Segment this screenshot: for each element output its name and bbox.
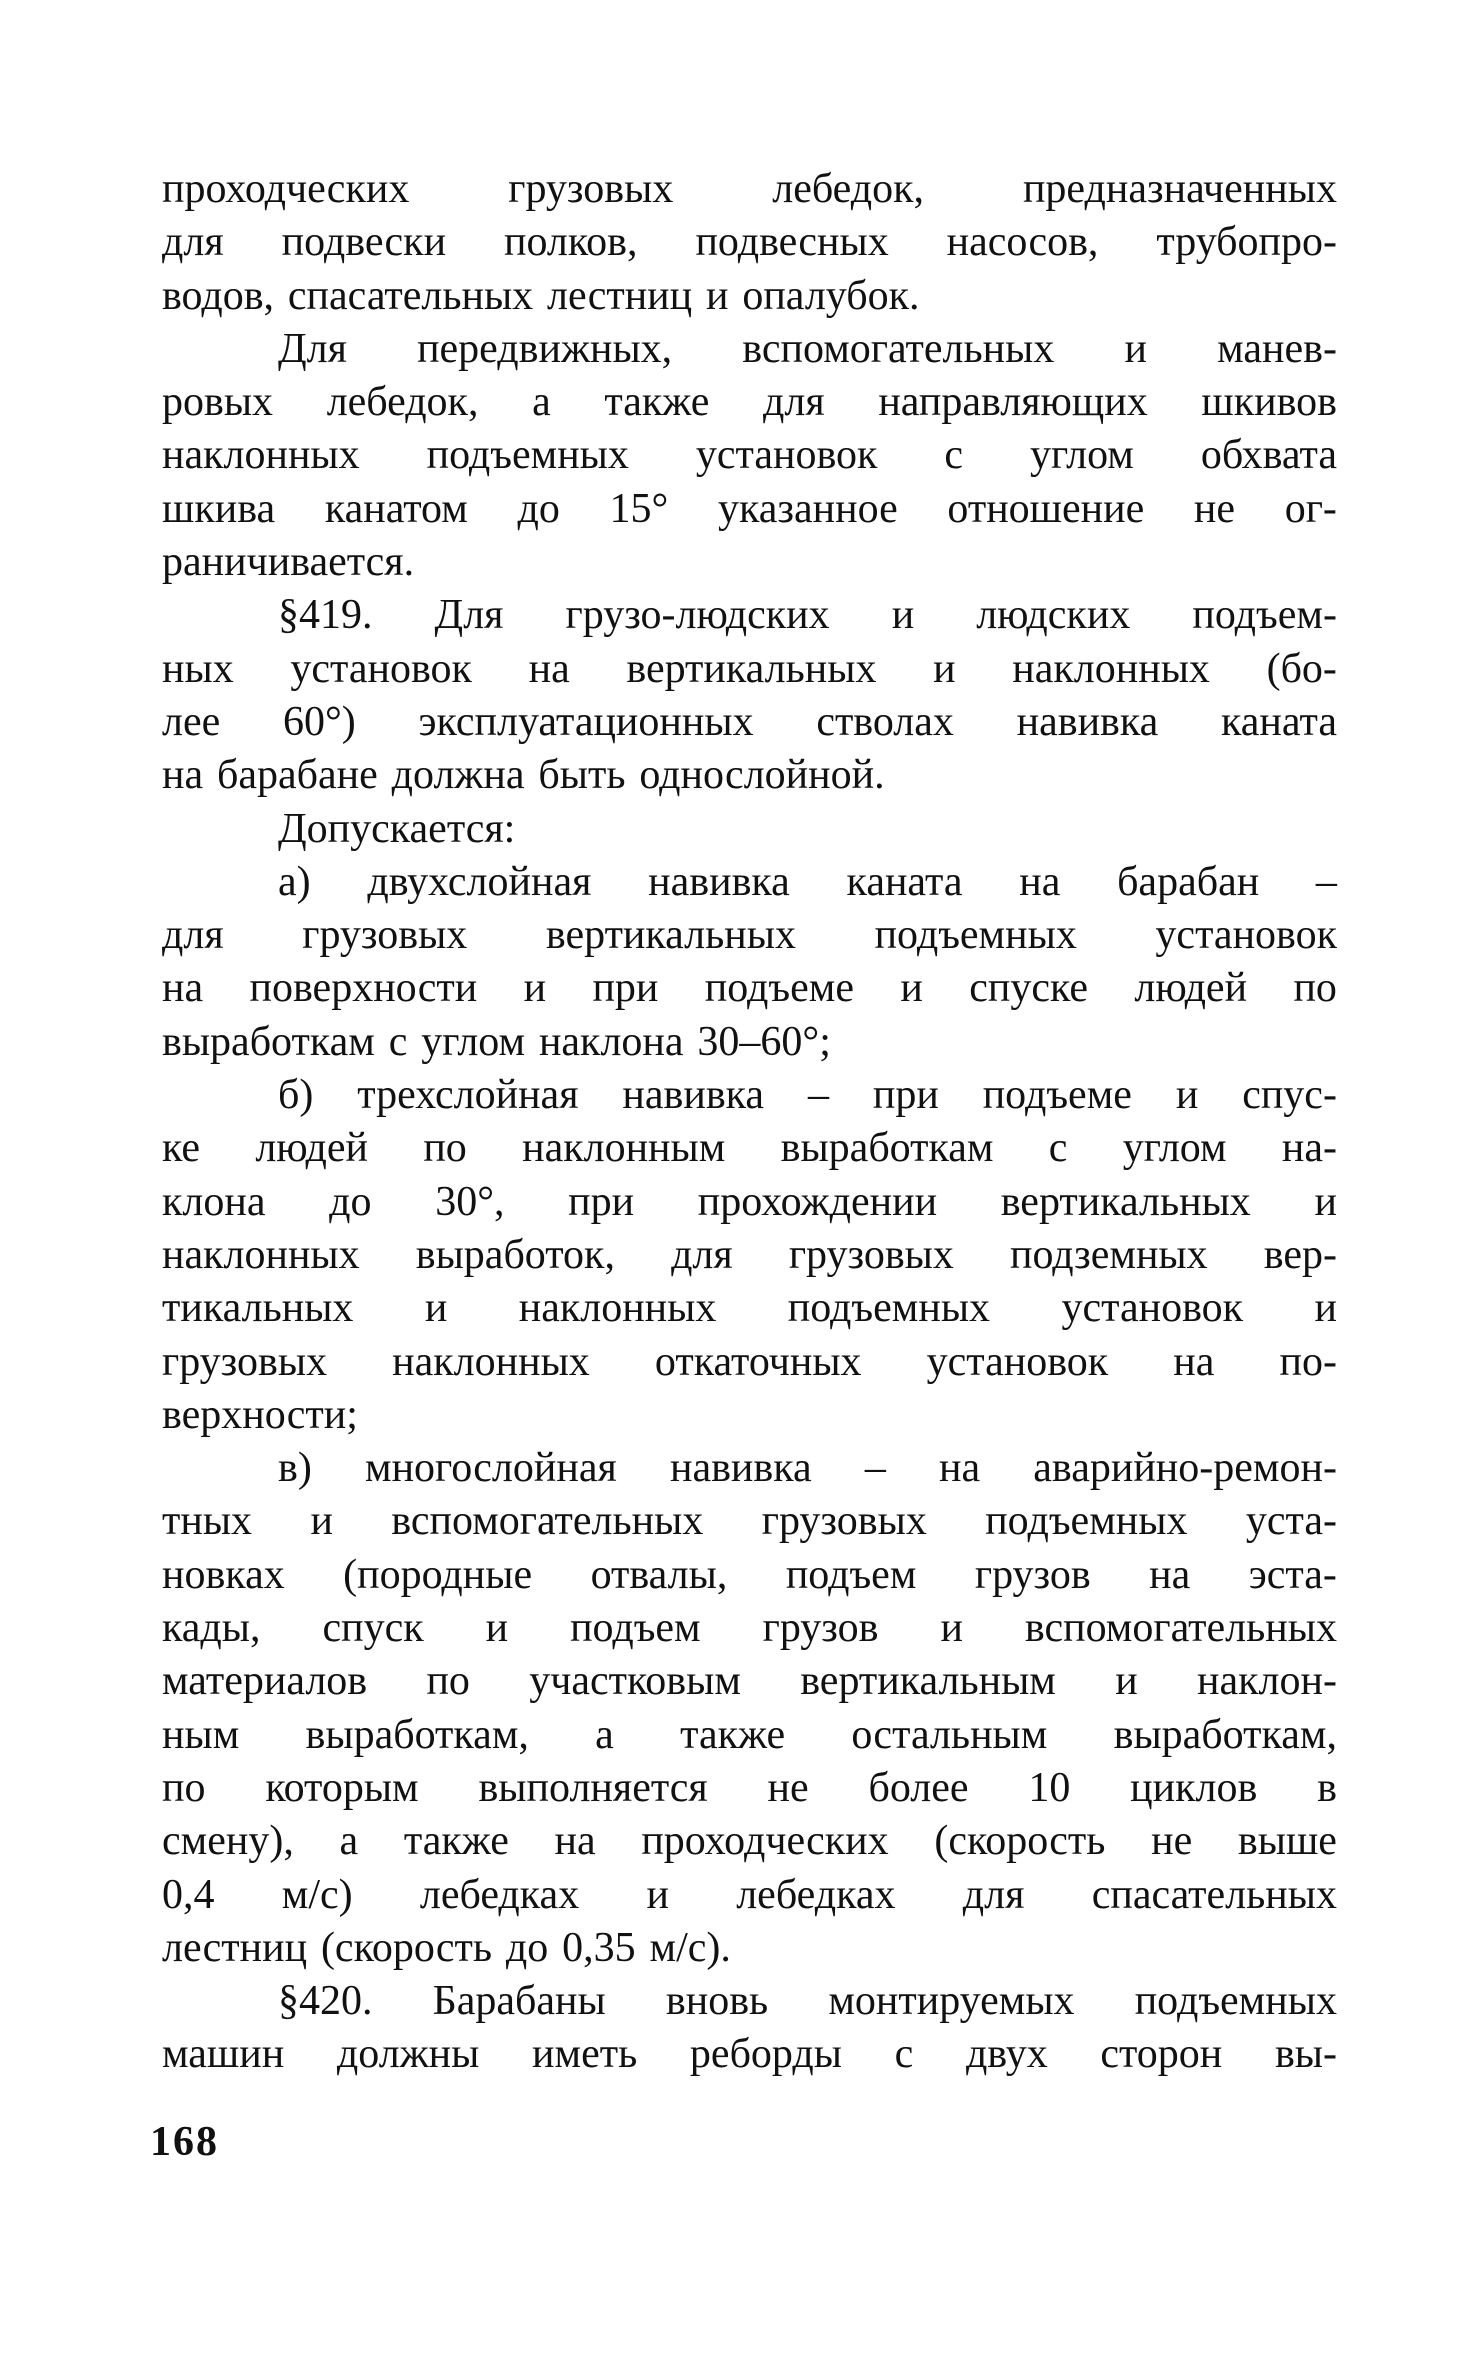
word: однослойной. — [639, 752, 885, 799]
word: и — [485, 1605, 509, 1652]
word: проходческих — [641, 1818, 889, 1865]
word: подъемных — [874, 912, 1077, 959]
text-line — [162, 1869, 1337, 1922]
word: эста- — [1248, 1551, 1337, 1598]
word: углом — [421, 1018, 526, 1065]
word: грузовых — [302, 912, 468, 959]
word: до — [505, 1924, 549, 1971]
word: 10 — [1028, 1764, 1071, 1811]
word: машин — [162, 2031, 285, 2078]
word: спасательных — [1091, 1871, 1337, 1918]
word: наклонных — [1012, 645, 1210, 692]
word: многослойная — [365, 1445, 617, 1492]
word: грузов — [974, 1551, 1091, 1598]
word: по — [423, 1125, 467, 1172]
word: прохождении — [697, 1178, 938, 1225]
word: должна — [391, 752, 525, 799]
text-line — [162, 1602, 1337, 1655]
word: до — [329, 1178, 372, 1225]
text-line — [162, 323, 1337, 376]
word: лестниц — [162, 1924, 308, 1971]
word: б) — [278, 1072, 314, 1119]
word: углом — [1122, 1125, 1227, 1172]
word: – — [1315, 858, 1337, 905]
word: 0,35 — [562, 1924, 636, 1971]
word: Барабаны — [432, 1978, 606, 2025]
word: должны — [336, 2031, 480, 2078]
word: каната — [1221, 698, 1337, 745]
text-line — [162, 1069, 1337, 1122]
text-line — [162, 1389, 1337, 1442]
word: лебедок, — [772, 166, 925, 212]
word: тикальных — [162, 1285, 354, 1332]
word: аварийно-ремон- — [1033, 1445, 1337, 1492]
word: и — [523, 965, 547, 1012]
word: Допускается: — [278, 805, 516, 852]
word: установок — [1155, 912, 1337, 959]
word: ровых — [162, 379, 274, 426]
word: барабане — [216, 752, 378, 799]
word: по — [426, 1658, 470, 1705]
word: (скорость — [934, 1818, 1106, 1865]
word: грузовых — [162, 1338, 328, 1385]
text-line — [162, 749, 1337, 802]
word: вертикальных — [626, 645, 877, 692]
word: наклонным — [522, 1125, 726, 1172]
word: выработок, — [415, 1231, 615, 1278]
word: людей — [255, 1125, 369, 1172]
word: (скорость — [320, 1924, 493, 1971]
word: с — [894, 2031, 914, 2078]
word: ным — [162, 1711, 240, 1758]
word: отношение — [947, 485, 1145, 532]
word: и — [1175, 1072, 1199, 1119]
word: на — [162, 965, 204, 1012]
word: навивка — [648, 858, 790, 905]
word: установок — [695, 432, 878, 479]
text-line — [162, 696, 1337, 749]
text-line — [162, 483, 1337, 536]
word: двухслойная — [367, 858, 592, 905]
text-line — [162, 429, 1337, 482]
word: с — [944, 432, 964, 479]
word: м/с) — [281, 1871, 353, 1918]
word: подъем- — [1192, 592, 1337, 639]
word: на — [1173, 1338, 1215, 1385]
text-line — [162, 376, 1337, 429]
word: лее — [162, 698, 221, 745]
word: откаточных — [654, 1338, 862, 1385]
word: при — [592, 965, 659, 1012]
word: ных — [162, 645, 234, 692]
word: Для — [434, 592, 504, 639]
word: на — [1019, 858, 1061, 905]
word: углом — [1030, 432, 1134, 479]
word: на — [528, 645, 570, 692]
word: выработкам — [162, 1018, 375, 1065]
word: которым — [265, 1764, 419, 1811]
word: на — [938, 1445, 981, 1492]
word: наклон- — [1197, 1658, 1337, 1705]
text-line — [162, 856, 1337, 909]
word: и — [646, 1871, 669, 1918]
word: также — [604, 379, 710, 426]
word: остальным — [851, 1711, 1048, 1758]
word: подъемных — [985, 1498, 1188, 1545]
word: при — [568, 1178, 635, 1225]
word: подъеме — [704, 965, 854, 1012]
word: – — [864, 1445, 886, 1492]
word: вертикальных — [545, 912, 796, 959]
word: по — [162, 1764, 206, 1811]
word: а — [532, 379, 551, 426]
word: установок — [1061, 1285, 1244, 1332]
text-line — [162, 1282, 1337, 1335]
text-line — [162, 803, 1337, 856]
text-line — [162, 1975, 1337, 2028]
word: уста- — [1245, 1498, 1337, 1545]
word: и — [1115, 1658, 1138, 1705]
word: опалубок. — [742, 272, 920, 319]
word: 60°) — [282, 698, 356, 745]
word: на — [162, 752, 204, 799]
text-line — [162, 1016, 1337, 1069]
word: 30–60°; — [697, 1018, 831, 1065]
word: подвески — [281, 219, 447, 266]
word: грузовых — [761, 1498, 927, 1545]
word: быть — [538, 752, 626, 799]
word: для — [671, 1231, 733, 1278]
word: навивка — [1016, 698, 1159, 745]
word: и — [1314, 1178, 1337, 1225]
word: также — [680, 1711, 786, 1758]
word: трубопро- — [1156, 219, 1337, 266]
word: выполняется — [478, 1764, 708, 1811]
word: – — [807, 1072, 829, 1119]
word: канатом — [324, 485, 468, 532]
word: вы- — [1274, 2031, 1337, 2078]
word: барабан — [1117, 858, 1260, 905]
body-text — [162, 163, 1337, 2082]
word: вспомогательных — [742, 325, 1055, 372]
word: на — [1149, 1551, 1191, 1598]
word: передвижных, — [417, 325, 673, 372]
word: реборды — [689, 2031, 842, 2078]
word: (бо- — [1266, 645, 1337, 692]
word: на- — [1281, 1125, 1337, 1172]
word: смену), — [162, 1818, 294, 1865]
word: до — [517, 485, 560, 532]
text-line — [162, 1229, 1337, 1282]
word: более — [868, 1764, 969, 1811]
word: отвалы, — [590, 1551, 728, 1598]
text-line — [162, 536, 1337, 589]
word: а — [595, 1711, 614, 1758]
word: наклонных — [162, 432, 360, 479]
word: материалов — [162, 1658, 368, 1705]
text-line — [162, 2028, 1337, 2081]
text-line — [162, 163, 1337, 216]
word: лебедках — [736, 1871, 896, 1918]
word: проходческих — [162, 166, 410, 212]
word: наклона — [538, 1018, 684, 1065]
text-line — [162, 1709, 1337, 1762]
word: подъем — [570, 1605, 701, 1652]
word: грузо-людских — [565, 592, 830, 639]
text-line — [162, 1762, 1337, 1815]
word: грузовых — [788, 1231, 954, 1278]
word: подъеме — [982, 1072, 1132, 1119]
word: и — [310, 1498, 333, 1545]
word: двух — [965, 2031, 1048, 2078]
word: подъемных — [787, 1285, 991, 1332]
text-line — [162, 962, 1337, 1015]
word: спуске — [969, 965, 1088, 1012]
word: по- — [1279, 1338, 1337, 1385]
word: спус- — [1242, 1072, 1337, 1119]
text-line — [162, 216, 1337, 269]
word: стволах — [816, 698, 954, 745]
word: навивка — [669, 1445, 812, 1492]
word: а) — [278, 858, 311, 905]
word: обхвата — [1200, 432, 1337, 479]
word: и — [933, 645, 956, 692]
word: в) — [278, 1445, 312, 1492]
word: трехслойная — [357, 1072, 579, 1119]
word: людей — [1134, 965, 1248, 1012]
word: шкива — [162, 485, 276, 532]
word: вспомогательных — [1024, 1605, 1337, 1652]
word: для — [162, 912, 224, 959]
text-line — [162, 1815, 1337, 1868]
word: и — [940, 1605, 963, 1652]
word: лебедках — [419, 1871, 580, 1918]
text-line — [162, 1549, 1337, 1602]
text-line — [162, 1122, 1337, 1175]
word: выработкам, — [305, 1711, 529, 1758]
word: и — [1314, 1285, 1337, 1332]
word: подземных — [1009, 1231, 1208, 1278]
word: полков, — [504, 219, 638, 266]
word: грузовых — [508, 166, 674, 212]
word: направляющих — [878, 379, 1148, 426]
word: вертикальным — [800, 1658, 1056, 1705]
text-line — [162, 1655, 1337, 1708]
word: выработкам, — [1113, 1711, 1337, 1758]
text-line — [162, 1442, 1337, 1495]
text-line — [162, 1922, 1337, 1975]
word: людских — [976, 592, 1131, 639]
word: 15° — [609, 485, 669, 532]
text-line — [162, 1336, 1337, 1389]
word: подвесных — [695, 219, 889, 266]
word: навивка — [622, 1072, 765, 1119]
text-line — [162, 270, 1337, 323]
word: шкивов — [1201, 379, 1337, 426]
word: наклонных — [162, 1231, 360, 1278]
word: 30°, — [435, 1178, 505, 1225]
word: также — [403, 1818, 509, 1865]
word: эксплуатационных — [418, 698, 754, 745]
word: для — [962, 1871, 1025, 1918]
word: подъемных — [426, 432, 629, 479]
page-number: 168 — [150, 2119, 219, 2165]
word: и — [424, 1285, 448, 1332]
word: и — [1124, 325, 1147, 372]
word: Для — [278, 325, 347, 372]
word: кады, — [162, 1605, 261, 1652]
word: вспомогательных — [391, 1498, 704, 1545]
word: установок — [290, 645, 472, 692]
word: спасательных — [287, 272, 534, 319]
word: вертикальных — [1000, 1178, 1251, 1225]
text-line — [162, 1176, 1337, 1229]
word: 0,4 — [162, 1871, 215, 1918]
text-line — [162, 1495, 1337, 1548]
word: предназначенных — [1022, 166, 1337, 212]
word: верхности; — [162, 1391, 358, 1438]
word: при — [872, 1072, 939, 1119]
word: вновь — [665, 1978, 769, 2025]
word: циклов — [1130, 1764, 1258, 1811]
word: водов, — [162, 272, 275, 319]
text-line — [162, 589, 1337, 642]
word: насосов, — [946, 219, 1099, 266]
word: новках — [162, 1551, 285, 1598]
word: каната — [846, 858, 963, 905]
word: ог- — [1284, 485, 1337, 532]
word: вер- — [1263, 1231, 1337, 1278]
text-line — [162, 909, 1337, 962]
word: с — [1048, 1125, 1068, 1172]
word: раничивается. — [162, 539, 415, 586]
word: а — [339, 1818, 359, 1865]
word: выше — [1237, 1818, 1337, 1865]
word: в — [1317, 1764, 1337, 1811]
word: подъем — [785, 1551, 917, 1598]
word: не — [1151, 1818, 1193, 1865]
word: для — [162, 219, 224, 266]
word: подъемных — [1134, 1978, 1337, 2025]
word: на — [554, 1818, 596, 1865]
word: иметь — [532, 2031, 638, 2078]
word: выработкам — [780, 1125, 994, 1172]
word: не — [1193, 485, 1236, 532]
word: (породные — [343, 1551, 533, 1598]
word: и — [900, 965, 923, 1012]
word: манев- — [1217, 325, 1337, 372]
word: ке — [162, 1125, 201, 1172]
word: не — [767, 1764, 809, 1811]
word: тных — [162, 1498, 253, 1545]
word: и — [705, 272, 729, 319]
word: сторон — [1100, 2031, 1223, 2078]
word: §420. — [278, 1978, 373, 2025]
word: установок — [926, 1338, 1109, 1385]
word: наклонных — [392, 1338, 590, 1385]
word: м/с). — [649, 1924, 731, 1971]
word: спуск — [322, 1605, 424, 1652]
word: для — [763, 379, 825, 426]
word: лебедок, — [326, 379, 479, 426]
word: клона — [162, 1178, 266, 1225]
word: по — [1293, 965, 1337, 1012]
text-line — [162, 643, 1337, 696]
word: наклонных — [518, 1285, 717, 1332]
word: поверхности — [249, 965, 478, 1012]
word: участковым — [529, 1658, 741, 1705]
word: указанное — [717, 485, 898, 532]
word: §419. — [278, 592, 373, 639]
word: монтируемых — [828, 1978, 1075, 2025]
word: грузов — [762, 1605, 879, 1652]
word: с — [388, 1018, 408, 1065]
word: и — [891, 592, 915, 639]
word: лестниц — [547, 272, 693, 319]
